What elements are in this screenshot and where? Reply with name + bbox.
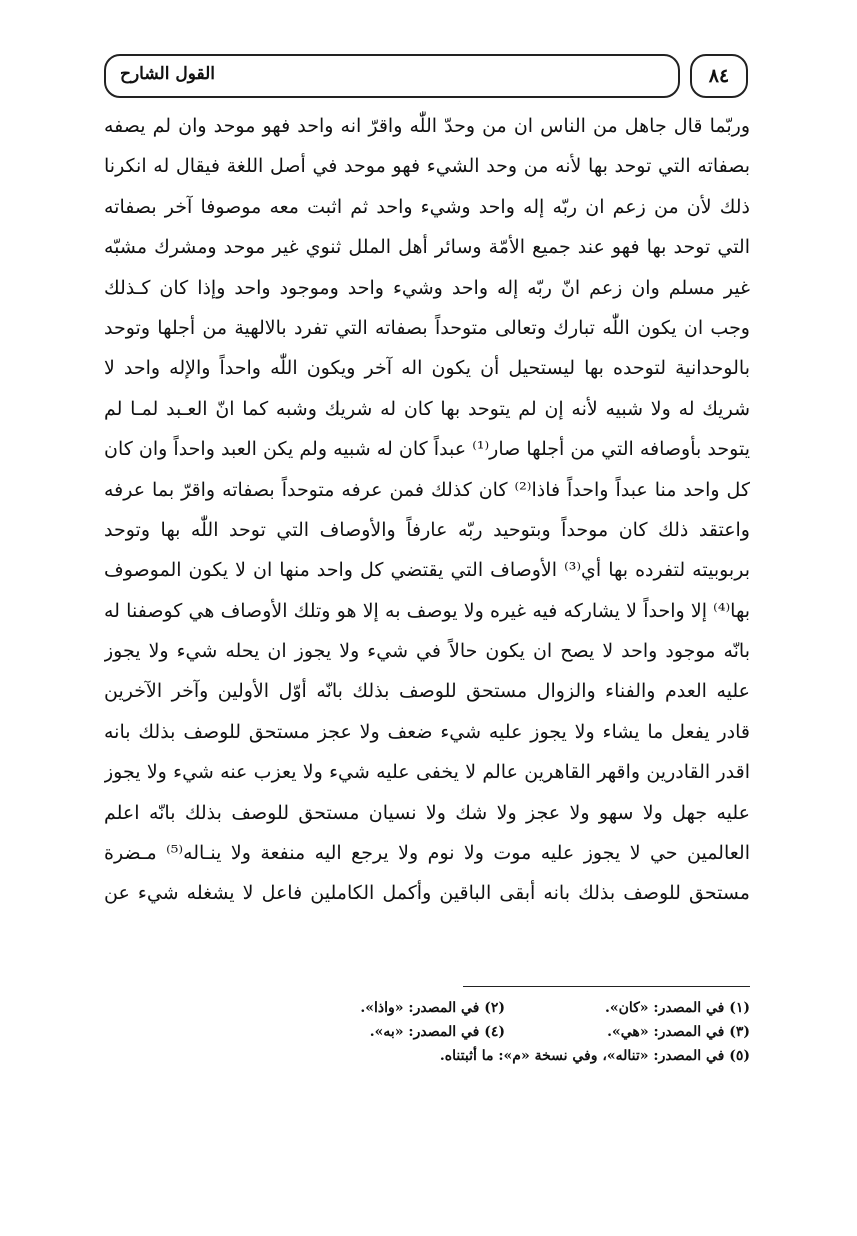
text-line: بالوحدانية لتوحده بها ليستحيل أن يكون اله آخر ويكون اللّٰه واحداً والإله واحد لا — [104, 357, 750, 380]
text-line: كل واحد منا عبداً واحداً فاذا⁽²⁾ كان كذلك فمن عرفه متوحداً بصفاته واقرّ بما عرفه — [104, 478, 750, 501]
text-line: العالمين حي لا يجوز عليه موت ولا نوم ولا يرجع اليه منفعة ولا ينـاله⁽⁵⁾ مـضرة — [104, 842, 750, 865]
footnote-1: (١) في المصدر: «كان». — [604, 1000, 750, 1016]
footnote-4: (٤) في المصدر: «به». — [369, 1024, 505, 1040]
footnote-divider — [463, 986, 750, 987]
text-line: يتوحد بأوصافه التي من أجلها صار⁽¹⁾ عبداً كان له شبيه ولم يكن العبد واحداً وان كان — [104, 438, 750, 461]
text-line: وجب ان يكون اللّٰه تبارك وتعالى متوحداً بصفاته التي تفرد بالالهية من أجلها وتوحد — [104, 316, 750, 339]
footnote-5: (٥) في المصدر: «تناله»، وفي نسخة «م»: ما أثبتناه. — [439, 1048, 750, 1064]
text-line: بانّه موجود واحد لا يصح ان يكون حالاً في شيء ولا يجوز ان يحله شيء ولا يجوز — [104, 640, 750, 663]
header-title: القول الشارح — [120, 64, 215, 84]
text-line: وربّما قال جاهل من الناس ان من وحدّ اللّٰه واقرّ انه واحد فهو موحد وان لم يصفه — [104, 115, 750, 137]
text-line: بصفاته التي توحد بها لأنه من وحد الشيء فهو موحد في أصل اللغة فيقال له انكرنا — [104, 155, 750, 178]
text-line: التي توحد بها فهو عند جميع الأمّة وسائر أهل الملل ثنوي غير موحد ومشرك مشبّه — [104, 236, 750, 259]
text-line: عليه العدم والفناء والزوال مستحق للوصف بذلك بانّه أوّل الأولين وآخر الآخرين — [104, 680, 750, 703]
page-number: ٨٤ — [690, 54, 748, 98]
text-line: عليه جهل ولا سهو ولا عجز ولا شك ولا نسيان مستحق للوصف بذلك بانّه اعلم — [104, 801, 750, 824]
footnotes — [260, 996, 750, 1068]
text-line: بربوبيته لتفرده بها أي⁽³⁾ الأوصاف التي يقتضي كل واحد منها ان لا يكون الموصوف — [104, 559, 750, 582]
text-line: شريك له ولا شبيه لأنه إن لم يتوحد بها كان له شريك وشبه كما انّ العـبد لمـا لم — [104, 397, 750, 420]
text-line: غير مسلم وان زعم انّ ربّه إله واحد وشيء واحد وموجود واحد وإذا كان كـذلك — [104, 276, 750, 299]
running-header — [104, 54, 680, 98]
text-line: بها⁽⁴⁾ إلا واحداً لا يشاركه فيه غيره ولا يوصف به إلا هو وتلك الأوصاف هي كوصفنا له — [104, 599, 750, 622]
footnote-2: (٢) في المصدر: «واذا». — [360, 1000, 505, 1016]
text-line: قادر يفعل ما يشاء ولا يجوز عليه شيء ضعف ولا عجز مستحق للوصف بذلك بانه — [104, 720, 750, 743]
body-text — [104, 106, 750, 914]
text-line: مستحق للوصف بذلك بانه أبقى الباقين وأكمل الكاملين فاعل لا يشغله شيء عن — [104, 882, 750, 905]
footnote-3: (٣) في المصدر: «هي». — [607, 1024, 750, 1040]
text-line: ذلك لأن من زعم ان ربّه إله واحد وشيء واحد ثم اثبت معه موصوفا آخر بصفاته — [104, 195, 750, 218]
text-line: اقدر القادرين واقهر القاهرين عالم لا يخفى عليه شيء ولا يعزب عنه شيء ولا يجوز — [104, 761, 750, 784]
text-line: واعتقد ذلك كان موحداً وبتوحيد ربّه عارفاً والأوصاف التي توحد اللّٰه بها وتوحد — [104, 518, 750, 541]
